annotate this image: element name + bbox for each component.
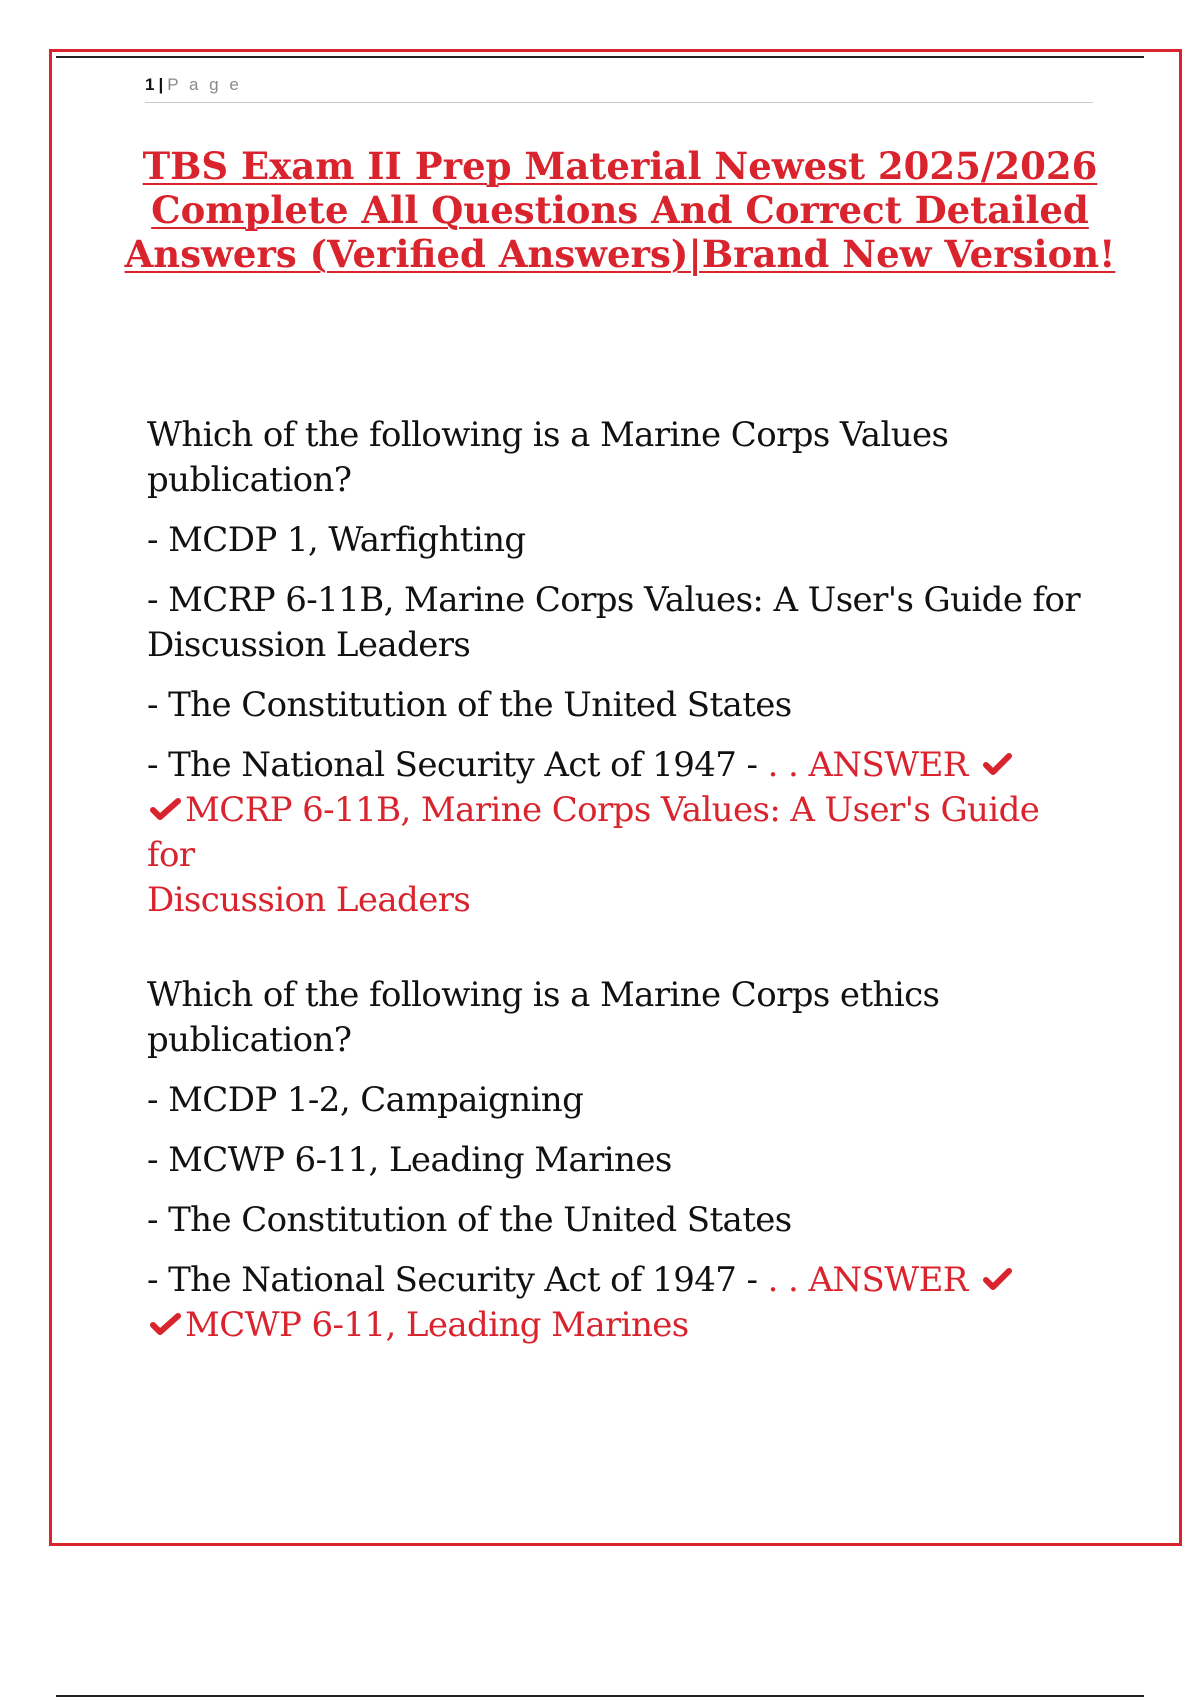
option-item: - The National Security Act of 1947 - <box>147 745 758 785</box>
question-text <box>147 413 1087 503</box>
question-line: Which of the following is a Marine Corps ethics <box>147 975 940 1015</box>
page-separator: | <box>158 75 164 94</box>
correct-answer-line: MCWP 6-11, Leading Marines <box>185 1305 689 1345</box>
correct-answer-line: MCRP 6-11B, Marine Corps Values: A User's Guide for <box>147 790 1040 875</box>
title-line-1: TBS Exam II Prep Material Newest 2025/2026 <box>142 144 1098 188</box>
check-icon <box>147 794 185 824</box>
answer-label: . . ANSWER <box>767 1260 968 1300</box>
option-item: - The National Security Act of 1947 - <box>147 1260 758 1300</box>
check-icon <box>978 749 1016 779</box>
question-line: publication? <box>147 1020 352 1060</box>
bottom-rule <box>56 1695 1144 1697</box>
answer-line <box>147 1258 1087 1303</box>
option-item: - MCDP 1, Warfighting <box>147 520 526 560</box>
option-item: - MCWP 6-11, Leading Marines <box>147 1140 672 1180</box>
top-rule <box>56 56 1144 58</box>
title-line-3: Answers (Verified Answers)|Brand New Version! <box>124 232 1116 276</box>
page-header <box>145 75 1093 103</box>
answer-line <box>147 743 1087 788</box>
correct-answer <box>147 788 1087 923</box>
option-item: - The Constitution of the United States <box>147 685 792 725</box>
correct-answer-line: Discussion Leaders <box>147 880 471 920</box>
page-number: 1 <box>145 75 155 94</box>
document-title <box>120 144 1120 276</box>
question-line: publication? <box>147 460 352 500</box>
answer-label: . . ANSWER <box>767 745 968 785</box>
check-icon <box>147 1309 185 1339</box>
option-item: - MCRP 6-11B, Marine Corps Values: A User's Guide for Discussion Leaders <box>147 580 1081 665</box>
check-icon <box>978 1264 1016 1294</box>
title-line-2: Complete All Questions And Correct Detailed <box>151 188 1089 232</box>
question-block-1 <box>147 413 1087 923</box>
question-text <box>147 973 1087 1063</box>
option-item: - MCDP 1-2, Campaigning <box>147 1080 584 1120</box>
question-block-2 <box>147 973 1087 1348</box>
page-label: P a g e <box>167 75 242 94</box>
correct-answer <box>147 1303 1087 1348</box>
question-line: Which of the following is a Marine Corps Values <box>147 415 949 455</box>
option-item: - The Constitution of the United States <box>147 1200 792 1240</box>
